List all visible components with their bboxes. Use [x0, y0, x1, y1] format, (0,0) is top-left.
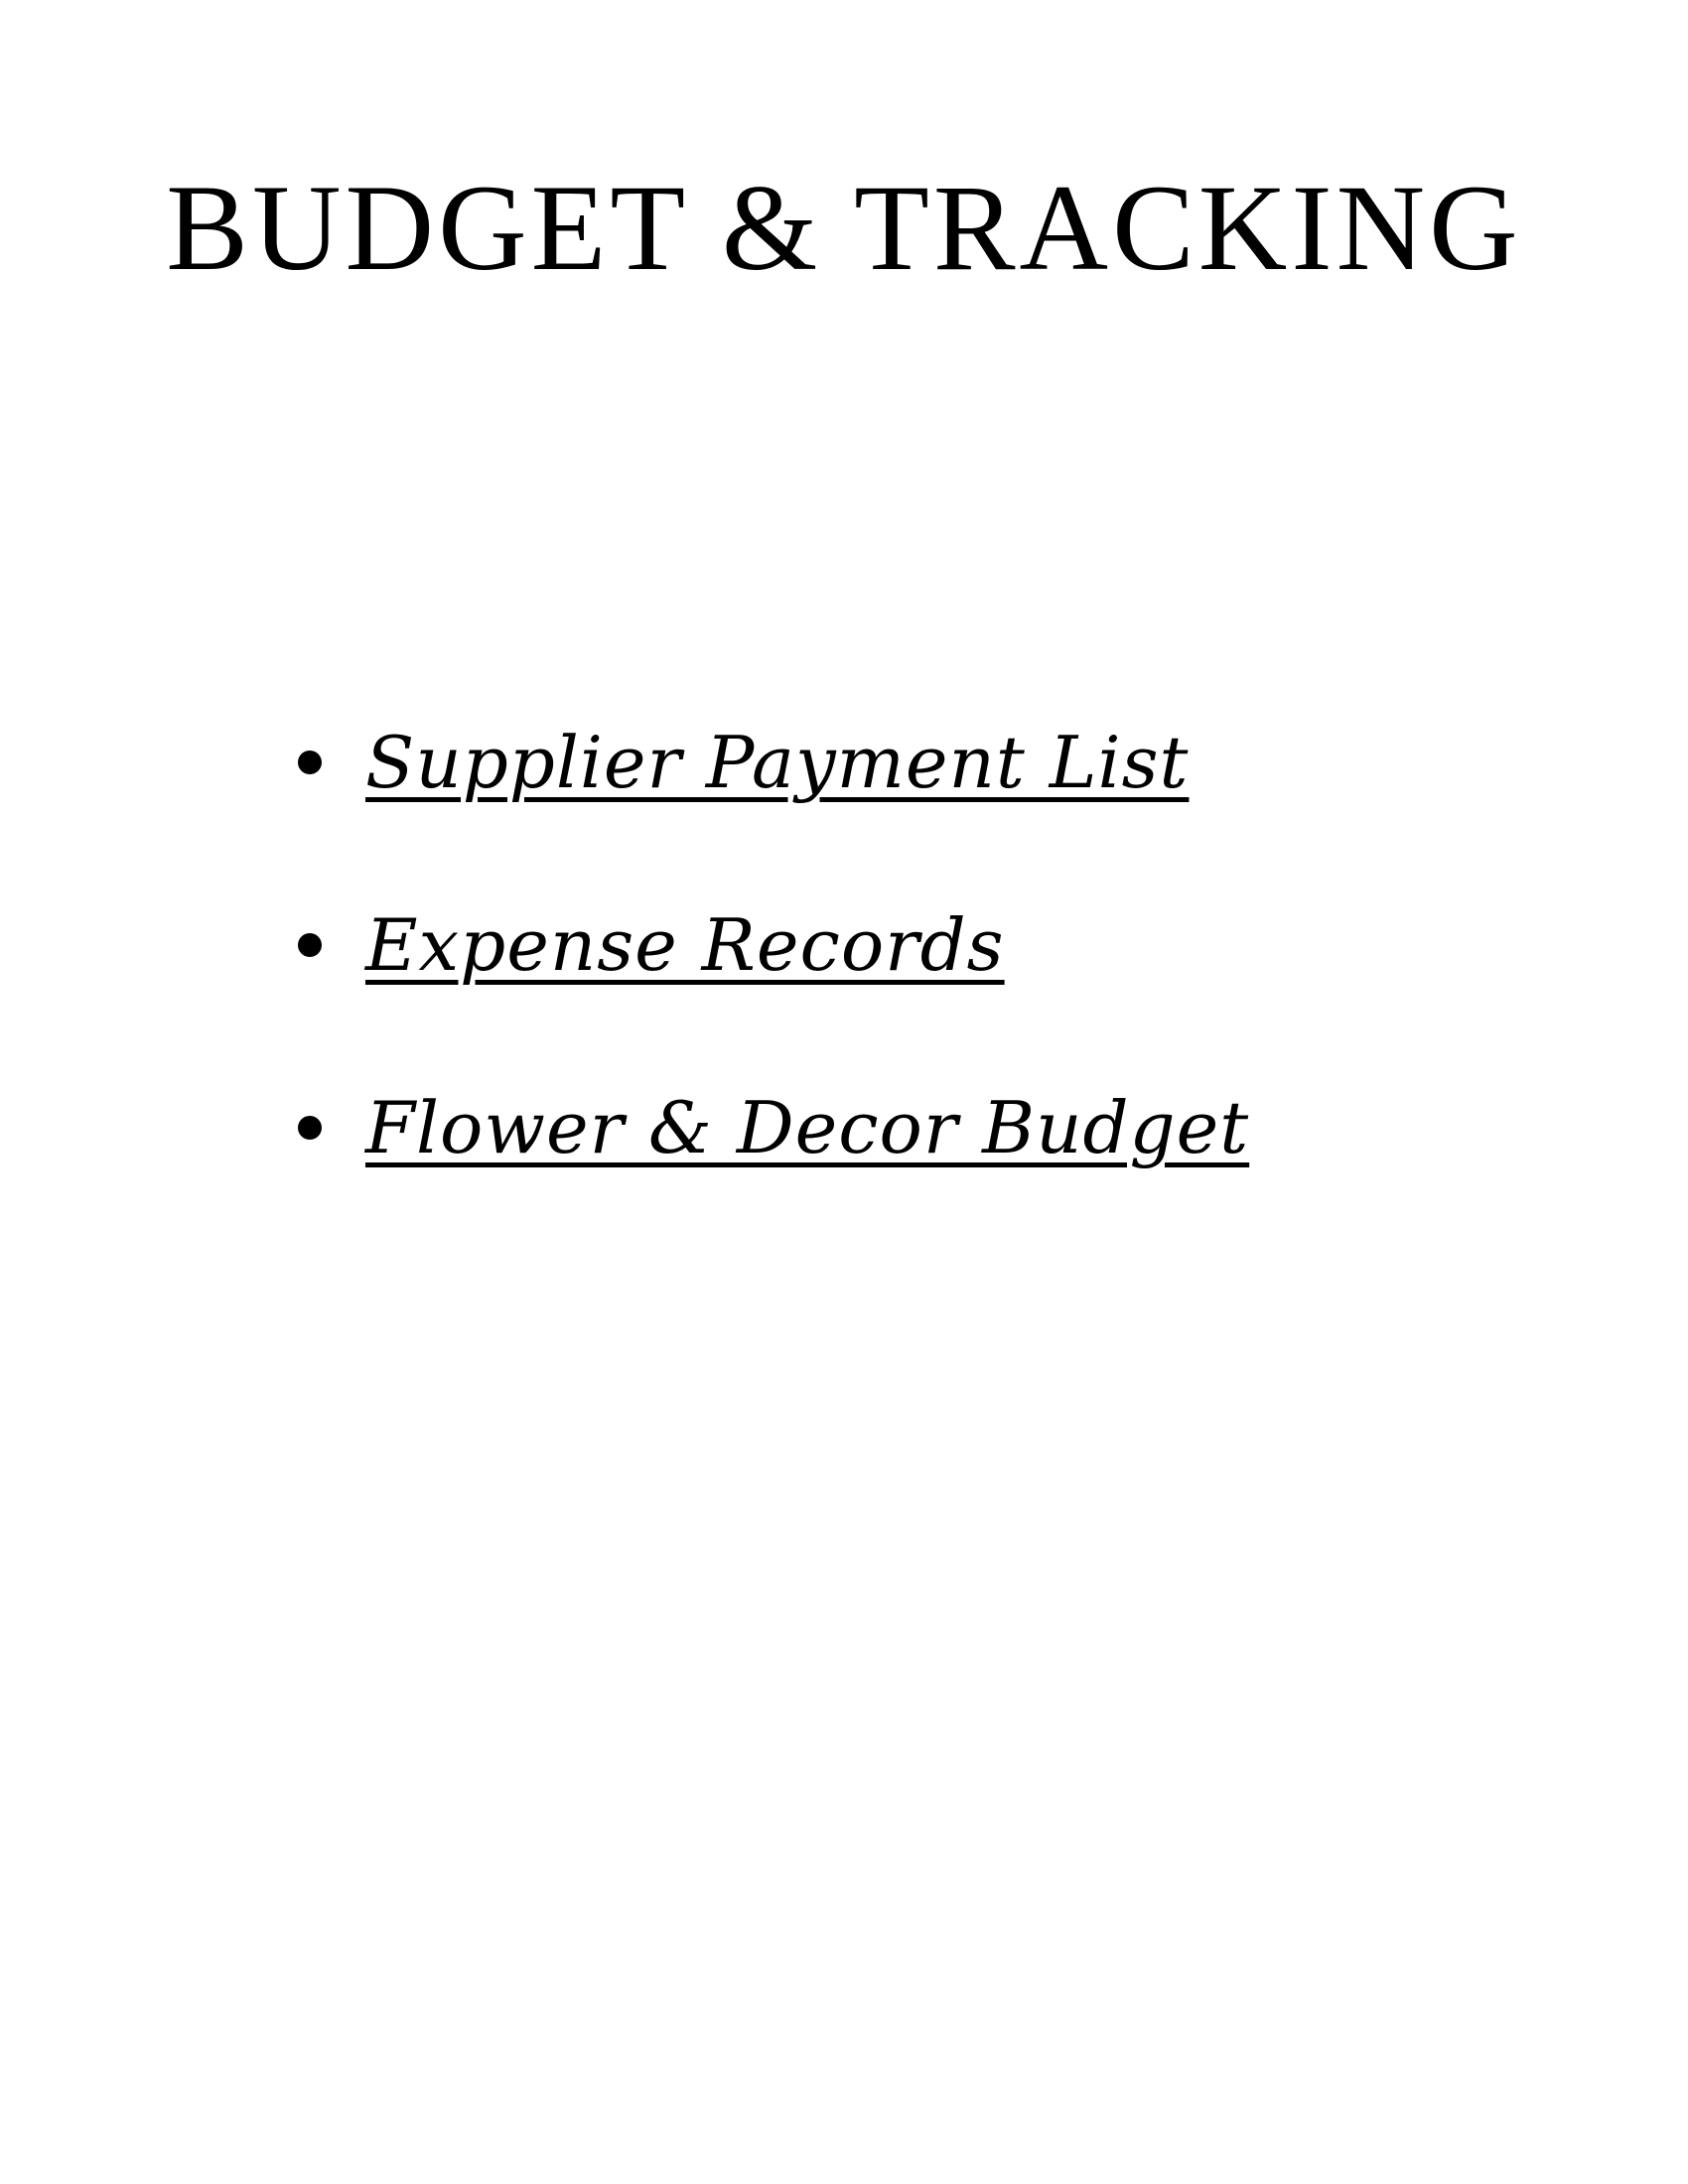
list-item-expense-records	[298, 897, 1249, 993]
bullet-icon	[298, 1116, 322, 1140]
list-item-flower-decor-budget	[298, 1080, 1249, 1175]
links-list	[298, 715, 1249, 1263]
bullet-icon	[298, 751, 322, 774]
bullet-icon	[298, 933, 322, 957]
supplier-payment-list-link[interactable]: Supplier Payment List	[365, 721, 1190, 804]
page-title: BUDGET & TRACKING	[166, 160, 1522, 296]
flower-decor-budget-link[interactable]: Flower & Decor Budget	[365, 1086, 1250, 1169]
list-item-supplier-payment-list	[298, 715, 1249, 810]
expense-records-link[interactable]: Expense Records	[365, 903, 1005, 987]
